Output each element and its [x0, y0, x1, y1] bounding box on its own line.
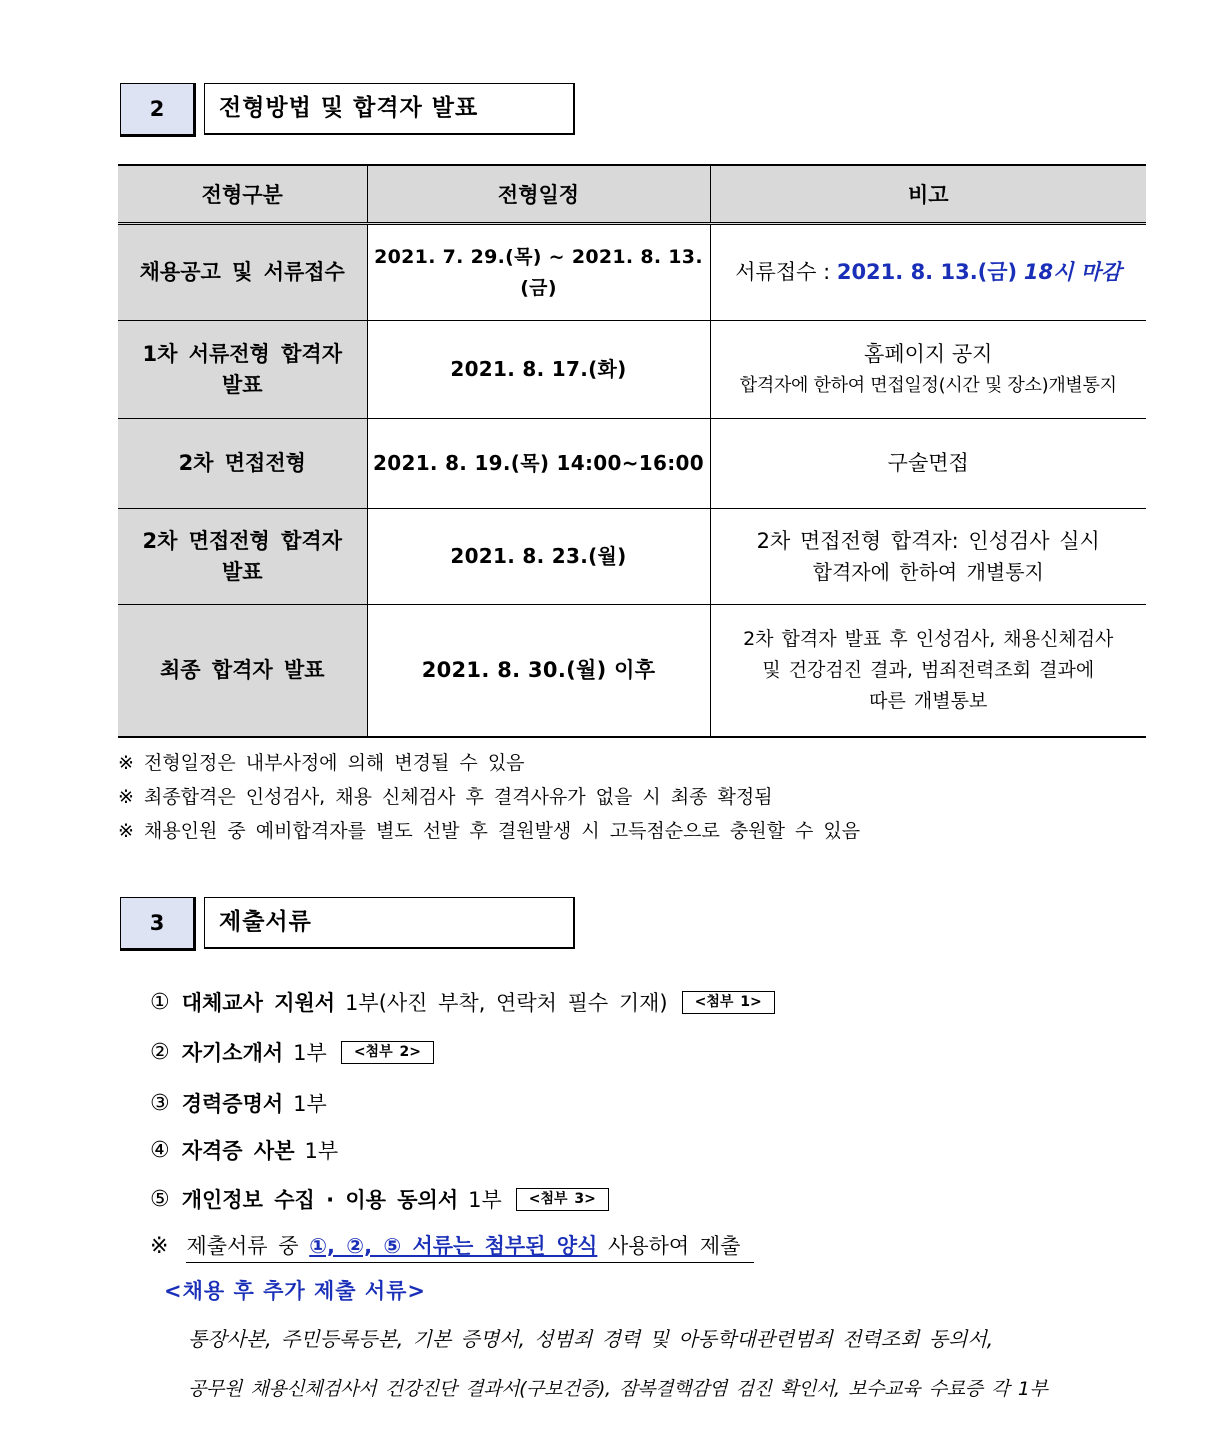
note-line: ※ 전형일정은 내부사정에 의해 변경될 수 있음 [118, 752, 525, 774]
attachment-tag: <첨부 3> [516, 1188, 609, 1211]
item-desc: 1부(사진 부착, 연락처 필수 기재) [345, 991, 668, 1015]
section-title: 전형방법 및 합격자 발표 [204, 83, 575, 135]
row-remarks: 구술면접 [710, 419, 1146, 509]
remarks-line: 합격자에 한하여 면접일정(시간 및 장소)개별통지 [739, 374, 1117, 396]
list-item [150, 1126, 1048, 1174]
header-schedule: 전형일정 [367, 165, 710, 224]
header-category: 전형구분 [118, 165, 367, 224]
note-line: ※ 채용인원 중 예비합격자를 별도 선발 후 결원발생 시 고득점순으로 충원할 수 있음 [118, 820, 861, 842]
item-desc: 1부 [468, 1188, 502, 1212]
row-date: 2021. 8. 30.(월) 이후 [367, 605, 710, 737]
item-label: 경력증명서 [181, 1092, 284, 1116]
row-category: 2차 면접전형 [118, 419, 367, 509]
remarks-line: 홈페이지 공지 [864, 341, 993, 366]
note-suffix: 사용하여 제출 [597, 1233, 741, 1258]
table-row [118, 509, 1146, 605]
row-remarks [710, 605, 1146, 737]
remarks-line: 2차 면접전형 합격자: 인성검사 실시 [756, 528, 1100, 553]
row-category [118, 509, 367, 605]
category-line: 2차 면접전형 합격자 [142, 528, 343, 553]
remarks-line: 따른 개별통보 [869, 689, 988, 712]
item-number: ② [150, 1039, 170, 1065]
documents-list [150, 980, 1048, 1414]
deadline-time: 18시 마감 [1023, 260, 1122, 284]
deadline-date: 2021. 8. 13.(금) [836, 260, 1018, 284]
row-date: 2021. 7. 29.(목) ~ 2021. 8. 13.(금) [367, 224, 710, 321]
item-number: ⑤ [150, 1186, 170, 1212]
after-hire-line: 공무원 채용신체검사서 건강진단 결과서(구보건증), 잠복결핵감염 검진 확인서, 보수교육 수료증 각 1부 [188, 1378, 1048, 1400]
item-number: ③ [150, 1090, 170, 1116]
item-number: ④ [150, 1137, 170, 1163]
item-desc: 1부 [304, 1139, 339, 1163]
list-item [150, 1174, 1048, 1224]
schedule-table [118, 164, 1146, 738]
row-date: 2021. 8. 17.(화) [367, 321, 710, 419]
item-number: ① [150, 989, 170, 1015]
section-number: 3 [120, 897, 196, 951]
row-date: 2021. 8. 19.(목) 14:00~16:00 [367, 419, 710, 509]
list-item [150, 1080, 1048, 1126]
table-row [118, 419, 1146, 509]
remarks-prefix: 서류접수 : [735, 260, 837, 284]
section-title: 제출서류 [204, 897, 575, 949]
row-remarks [710, 224, 1146, 321]
remarks-line: 및 건강검진 결과, 범죄전력조회 결과에 [762, 658, 1095, 681]
category-line: 발표 [221, 559, 263, 584]
attachment-tag: <첨부 2> [341, 1041, 434, 1064]
header-remarks: 비고 [710, 165, 1146, 224]
attachment-tag: <첨부 1> [682, 991, 775, 1014]
remarks-line: 합격자에 한하여 개별통지 [812, 559, 1044, 584]
note-mark: ※ [150, 1233, 169, 1259]
remarks-line: 2차 합격자 발표 후 인성검사, 채용신체검사 [743, 627, 1114, 650]
table-header-row [118, 165, 1146, 224]
note-line: ※ 최종합격은 인성검사, 채용 신체검사 후 결격사유가 없을 시 최종 확정됨 [118, 786, 773, 808]
row-category: 채용공고 및 서류접수 [118, 224, 367, 321]
section-number: 2 [120, 83, 196, 137]
after-hire-docs [188, 1314, 1048, 1414]
item-label: 자기소개서 [181, 1041, 284, 1065]
row-remarks [710, 509, 1146, 605]
item-label: 대체교사 지원서 [181, 991, 336, 1015]
table-row [118, 321, 1146, 419]
schedule-notes [118, 746, 860, 848]
item-label: 자격증 사본 [181, 1139, 295, 1163]
category-line: 발표 [221, 372, 263, 397]
table-row [118, 605, 1146, 737]
after-hire-title: <채용 후 추가 제출 서류> [164, 1279, 427, 1303]
note-text [186, 1230, 754, 1263]
row-remarks [710, 321, 1146, 419]
list-item [150, 980, 1048, 1024]
submission-note [150, 1224, 1048, 1268]
item-desc: 1부 [293, 1092, 327, 1116]
item-desc: 1부 [293, 1041, 327, 1065]
row-category: 최종 합격자 발표 [118, 605, 367, 737]
list-item [150, 1024, 1048, 1080]
after-hire-line: 통장사본, 주민등록등본, 기본 증명서, 성범죄 경력 및 아동학대관련범죄 전력조회 동의서, [188, 1327, 994, 1351]
table-row [118, 224, 1146, 321]
note-prefix: 제출서류 중 [186, 1233, 310, 1258]
category-line: 1차 서류전형 합격자 [142, 341, 343, 366]
row-date: 2021. 8. 23.(월) [367, 509, 710, 605]
note-highlight: ①, ②, ⑤ 서류는 첨부된 양식 [309, 1233, 598, 1258]
row-category [118, 321, 367, 419]
item-label: 개인정보 수집 · 이용 동의서 [181, 1188, 459, 1212]
